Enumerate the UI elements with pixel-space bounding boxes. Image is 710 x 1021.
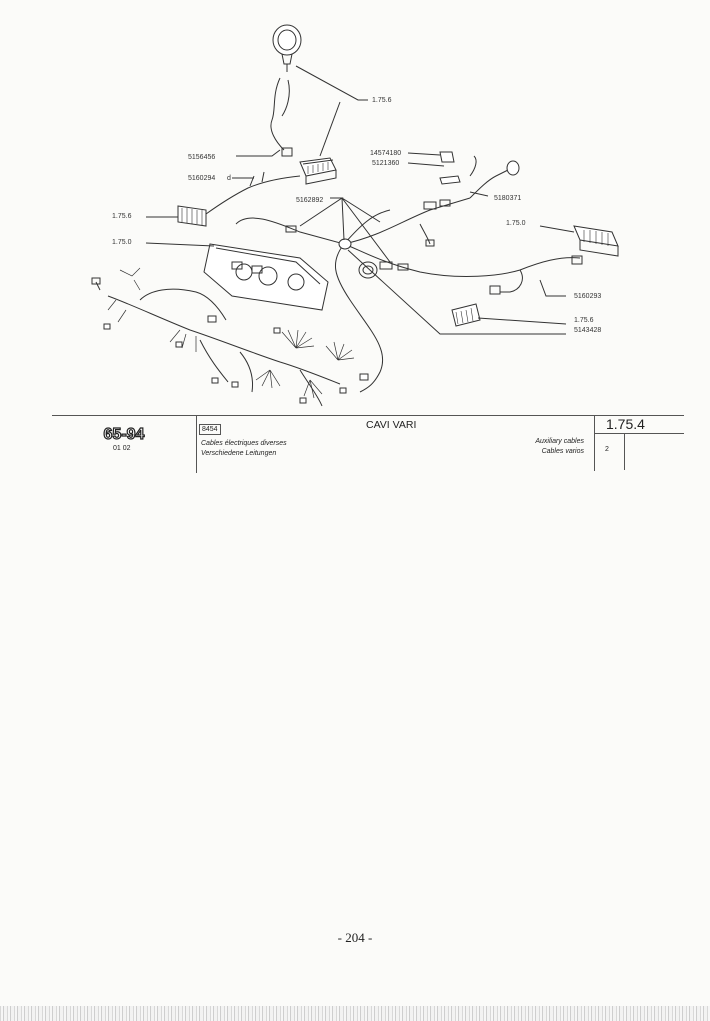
label-5180371: 5180371 bbox=[494, 195, 522, 202]
scan-edge-artifact bbox=[0, 1006, 710, 1021]
title-block-divider-left bbox=[196, 415, 197, 473]
label-5160293: 5160293 bbox=[574, 293, 602, 300]
label-1-75-0-right: 1.75.0 bbox=[506, 220, 526, 227]
work-lamp-rect-left bbox=[178, 206, 206, 226]
label-5162892: 5162892 bbox=[296, 197, 324, 204]
label-1-75-6-top: 1.75.6 bbox=[372, 97, 392, 104]
section-number: 1.75.4 bbox=[606, 416, 645, 432]
instrument-panel bbox=[204, 244, 328, 310]
title-block-divider-right bbox=[594, 415, 595, 471]
model-date: 01 02 bbox=[113, 445, 131, 452]
work-lamp-top bbox=[273, 25, 301, 72]
label-14574180: 14574180 bbox=[370, 150, 402, 157]
label-5160294: 5160294 bbox=[188, 175, 216, 182]
work-lamp-rect-upper bbox=[300, 158, 336, 184]
label-5121360: 5121360 bbox=[372, 160, 400, 167]
label-1-75-6-left: 1.75.6 bbox=[112, 213, 132, 220]
title-block-divider-sheet bbox=[624, 434, 625, 470]
label-d: d bbox=[227, 175, 231, 182]
section-title: CAVI VARI bbox=[366, 419, 417, 431]
label-5156456: 5156456 bbox=[188, 154, 216, 161]
model-logo bbox=[93, 424, 155, 442]
work-lamp-rect-bottom bbox=[452, 304, 480, 326]
label-5143428: 5143428 bbox=[574, 327, 602, 334]
description-spanish: Cables varios bbox=[541, 448, 584, 455]
page-number: - 204 - bbox=[337, 930, 373, 945]
work-lamp-rect-right bbox=[574, 226, 618, 256]
label-1-75-6-bottom: 1.75.6 bbox=[574, 317, 594, 324]
title-block-top-rule bbox=[52, 415, 684, 416]
title-block-section-rule bbox=[594, 433, 684, 434]
drawing-code: 8454 bbox=[199, 424, 221, 435]
description-german: Verschiedene Leitungen bbox=[201, 450, 277, 457]
svg-text:65-94: 65-94 bbox=[103, 426, 145, 442]
wiring-harness-diagram bbox=[0, 0, 710, 410]
description-french: Cables électriques diverses bbox=[201, 440, 287, 447]
description-english: Auxiliary cables bbox=[535, 438, 584, 445]
sheet-number: 2 bbox=[605, 446, 609, 453]
label-1-75-0-left: 1.75.0 bbox=[112, 239, 132, 246]
